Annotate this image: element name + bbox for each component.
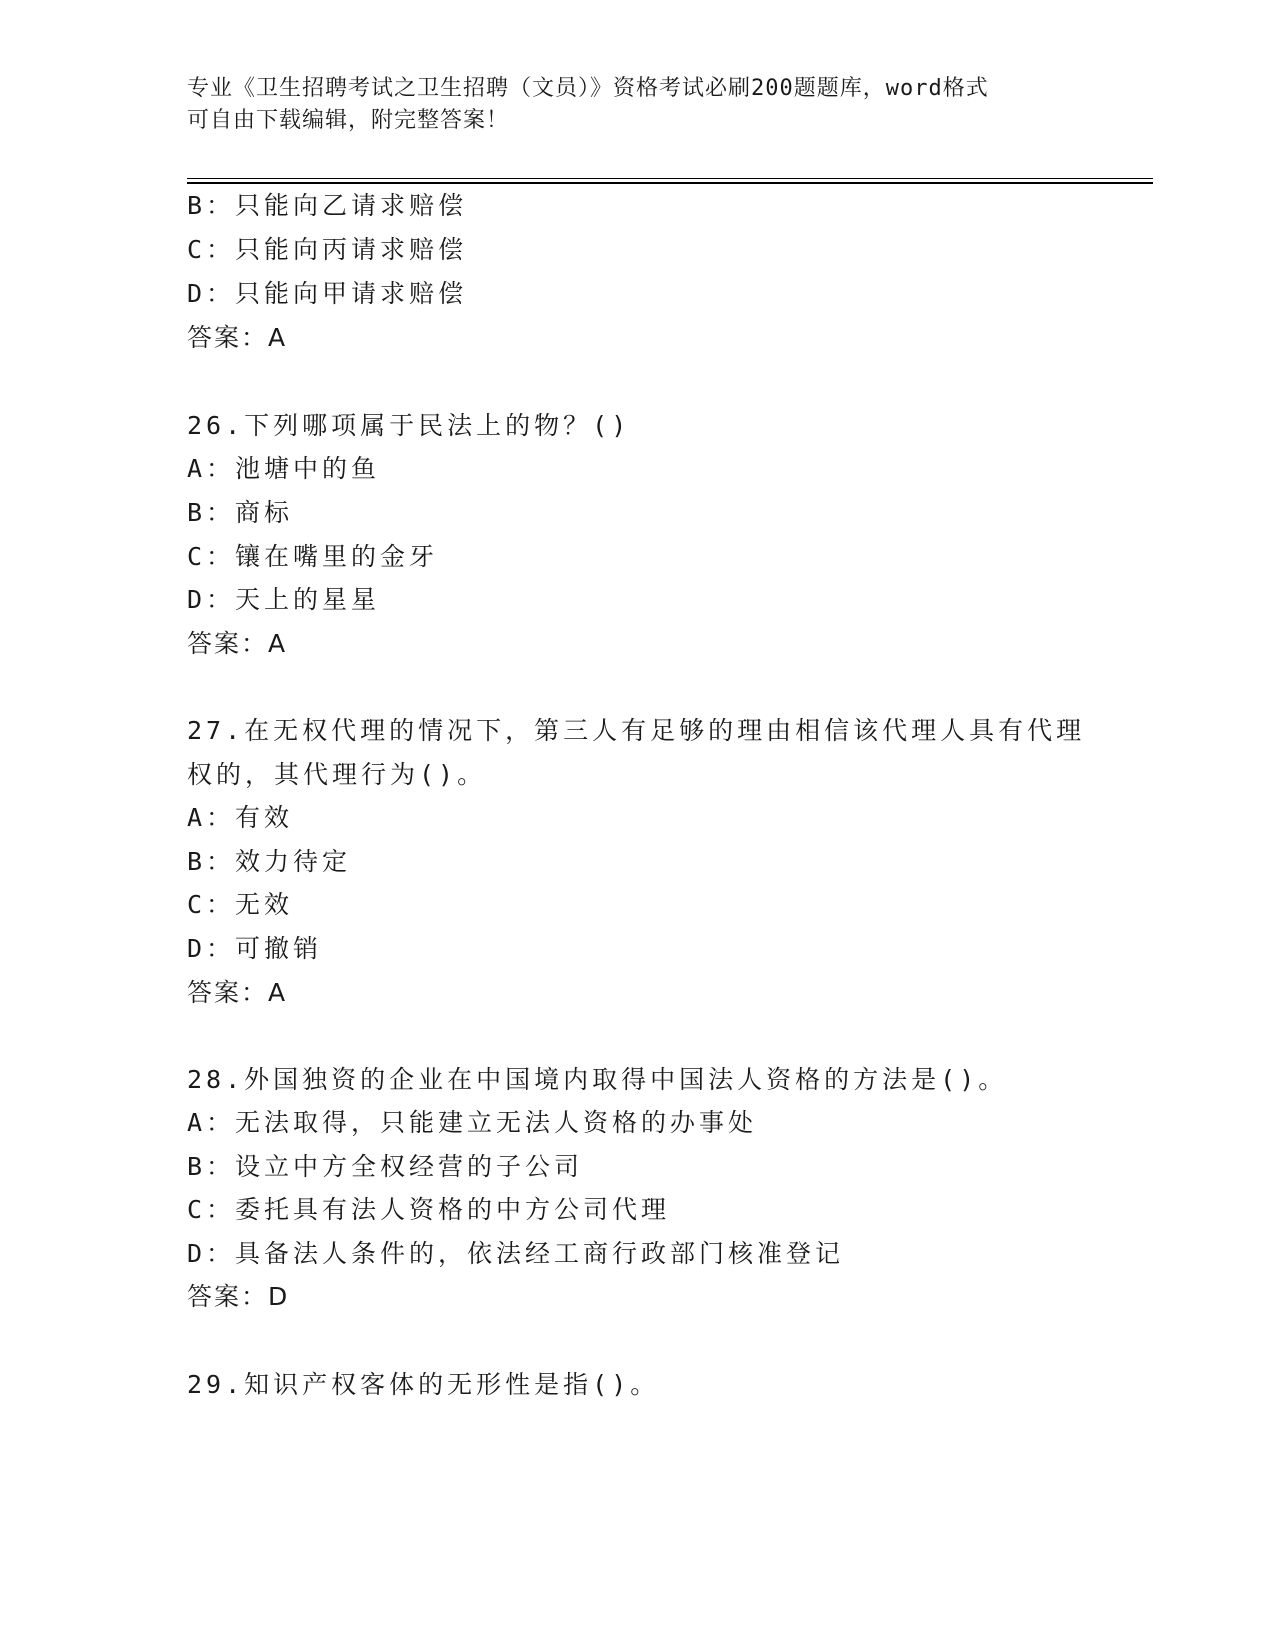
q26-option-b: B：商标 xyxy=(187,498,294,527)
q28-option-d: D：具备法人条件的，依法经工商行政部门核准登记 xyxy=(187,1239,845,1268)
q25-option-d: D：只能向甲请求赔偿 xyxy=(187,279,468,308)
header-line-2: 可自由下载编辑，附完整答案！ xyxy=(187,108,510,133)
header-divider-thick xyxy=(187,182,1153,184)
q26-option-a: A：池塘中的鱼 xyxy=(187,454,381,483)
q27-option-c: C：无效 xyxy=(187,890,294,919)
q27-option-a: A：有效 xyxy=(187,803,294,832)
header-line-1: 专业《卫生招聘考试之卫生招聘（文员）》资格考试必刷200题题库，word格式 xyxy=(187,76,989,101)
q26-question: 26.下列哪项属于民法上的物？() xyxy=(187,411,631,440)
q25-option-c: C：只能向丙请求赔偿 xyxy=(187,235,468,264)
q28-answer: 答案：D xyxy=(187,1282,290,1311)
q27-answer: 答案：A xyxy=(187,978,288,1007)
q25-option-b: B：只能向乙请求赔偿 xyxy=(187,191,468,220)
document-header xyxy=(187,73,1087,137)
q29-question: 29.知识产权客体的无形性是指()。 xyxy=(187,1370,660,1399)
q28-option-b: B：设立中方全权经营的子公司 xyxy=(187,1152,584,1181)
q25-answer: 答案：A xyxy=(187,323,288,352)
q27-question-line-2: 权的，其代理行为()。 xyxy=(187,760,487,789)
q27-option-d: D：可撤销 xyxy=(187,934,323,963)
q28-option-a: A：无法取得，只能建立无法人资格的办事处 xyxy=(187,1108,758,1137)
q28-question: 28.外国独资的企业在中国境内取得中国法人资格的方法是()。 xyxy=(187,1065,1008,1094)
q26-option-d: D：天上的星星 xyxy=(187,585,381,614)
q27-question-line-1: 27.在无权代理的情况下，第三人有足够的理由相信该代理人具有代理 xyxy=(187,716,1086,745)
q27-option-b: B：效力待定 xyxy=(187,847,352,876)
q26-answer: 答案：A xyxy=(187,629,288,658)
header-divider-thin xyxy=(187,178,1153,179)
q28-option-c: C：委托具有法人资格的中方公司代理 xyxy=(187,1195,671,1224)
q26-option-c: C：镶在嘴里的金牙 xyxy=(187,542,439,571)
